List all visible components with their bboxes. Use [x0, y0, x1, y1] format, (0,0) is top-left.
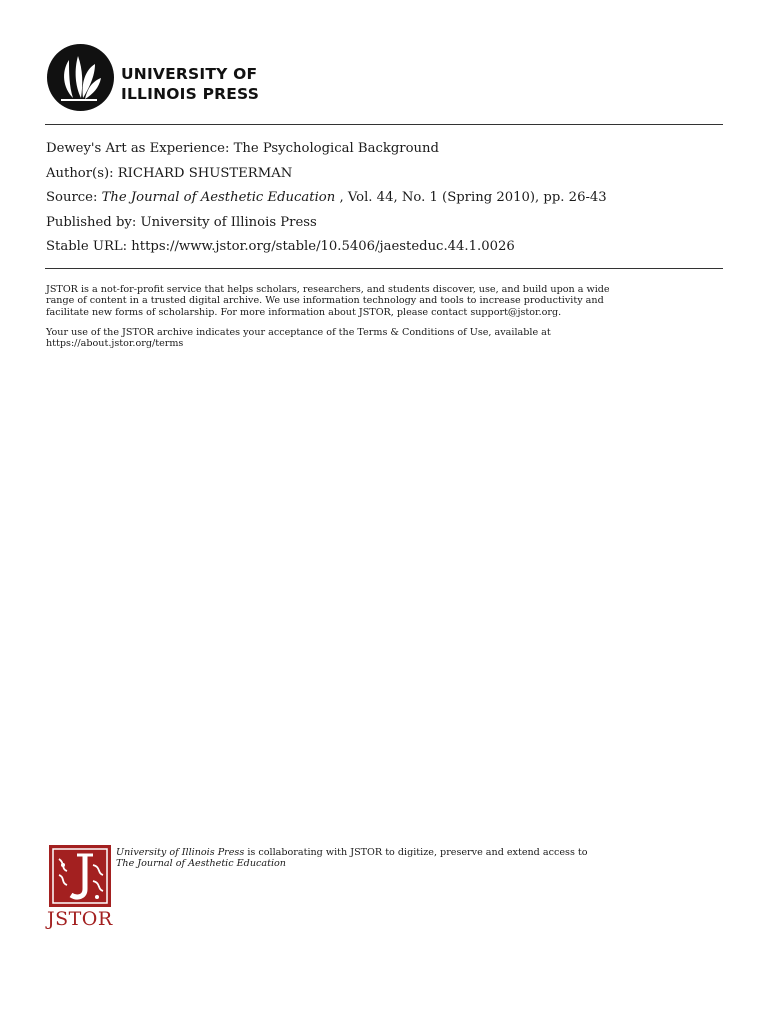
author-label: Author(s): [46, 165, 118, 181]
jstor-wordmark: JSTOR [47, 908, 113, 930]
jstor-logo [47, 845, 115, 935]
bottom-divider [45, 268, 723, 269]
notice-paragraph-1 [46, 284, 726, 318]
author-name: RICHARD SHUSTERMAN [117, 165, 293, 181]
source-line [46, 186, 726, 211]
collab-text: is collaborating with JSTOR to digitize, preserve and extend access to [244, 847, 588, 858]
notice-line: Your use of the JSTOR archive indicates your acceptance of the Terms & Conditions of Use, available at [46, 326, 551, 338]
publisher-name: University of Illinois Press [140, 214, 317, 230]
terms-link[interactable]: https://about.jstor.org/terms [46, 338, 184, 350]
top-divider [45, 124, 723, 125]
jstor-seal-icon [49, 845, 111, 907]
notice-line: range of content in a trusted digital archive. We use information technology and tools to increase productivity and [46, 295, 604, 307]
publisher-logo [47, 44, 287, 114]
stable-url-label: Stable URL: [46, 239, 132, 254]
source-details: , Vol. 44, No. 1 (Spring 2010), pp. 26-43 [335, 190, 607, 205]
notice-line: facilitate new forms of scholarship. For more information about JSTOR, please contact support@jstor.org. [46, 306, 562, 318]
source-journal: The Journal of Aesthetic Education [101, 190, 336, 205]
wordmark-line1: UNIVERSITY OF [121, 65, 258, 83]
publisher-label: Published by: [46, 214, 141, 230]
stable-url-link[interactable]: https://www.jstor.org/stable/10.5406/jaesteduc.44.1.0026 [131, 239, 515, 254]
notice-line: JSTOR is a not-for-profit service that helps scholars, researchers, and students discover, use, and build upon a wide [46, 284, 610, 295]
source-label: Source: [46, 190, 102, 205]
publisher-wordmark [121, 64, 259, 104]
publisher-line [46, 211, 726, 236]
jstor-notice [46, 284, 726, 358]
collaboration-statement [116, 847, 736, 870]
plant-leaves-icon [47, 44, 114, 111]
stable-url-line [46, 235, 726, 260]
citation-block [46, 137, 726, 260]
collab-journal: The Journal of Aesthetic Education [116, 858, 286, 870]
article-title: Dewey's Art as Experience: The Psychological Background [46, 141, 439, 156]
wordmark-line2: ILLINOIS PRESS [121, 85, 260, 103]
author-line [46, 162, 726, 187]
collab-publisher: University of Illinois Press [116, 847, 245, 858]
notice-paragraph-2 [46, 327, 726, 350]
